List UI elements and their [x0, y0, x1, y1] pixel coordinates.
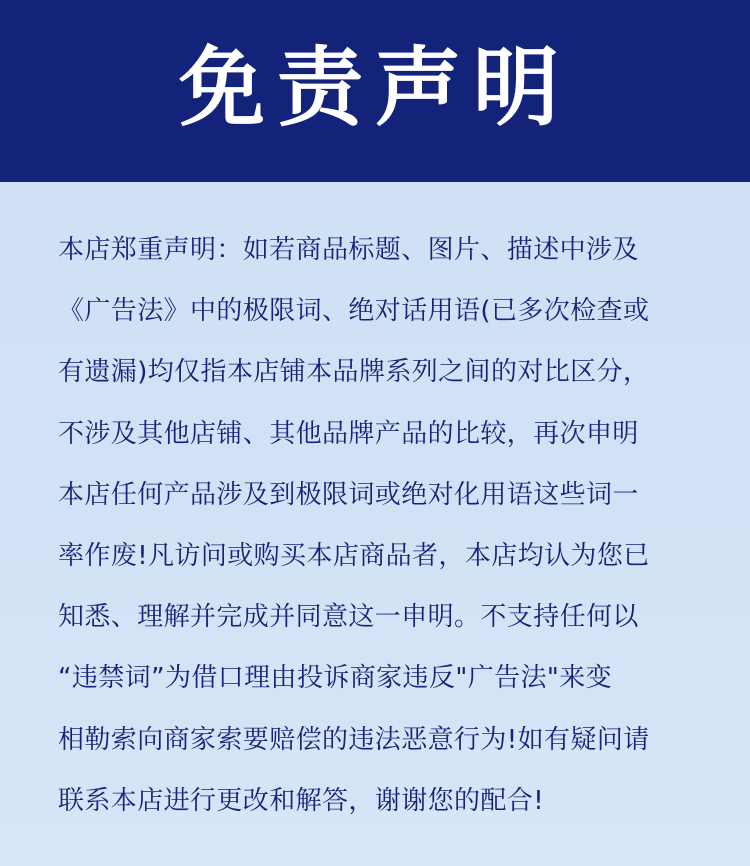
header-banner — [0, 0, 750, 182]
statement-line: 本店任何产品涉及到极限词或绝对化用语这些词一 — [58, 479, 639, 510]
statement-line: 不涉及其他店铺、其他品牌产品的比较，再次申明 — [58, 418, 639, 449]
statement-line: “违禁词”为借口理由投诉商家违反"广告法"来变 — [58, 663, 613, 694]
statement-line: 率作废!凡访问或购买本店商品者，本店均认为您已 — [58, 540, 650, 571]
statement-line: 相勒索向商家索要赔偿的违法恶意行为!如有疑问请 — [58, 724, 650, 755]
page-title: 免责声明 — [179, 38, 571, 138]
statement-text — [58, 220, 698, 832]
statement-line: 联系本店进行更改和解答，谢谢您的配合! — [58, 785, 545, 816]
statement-line: 本店郑重声明：如若商品标题、图片、描述中涉及 — [58, 235, 639, 265]
statement-line: 知悉、理解并完成并同意这一申明。不支持任何以 — [58, 602, 639, 633]
statement-line: 有遗漏)均仅指本店铺本品牌系列之间的对比区分， — [58, 357, 650, 388]
statement-panel — [0, 182, 750, 866]
statement-line: 《广告法》中的极限词、绝对话用语(已多次检查或 — [58, 296, 650, 327]
